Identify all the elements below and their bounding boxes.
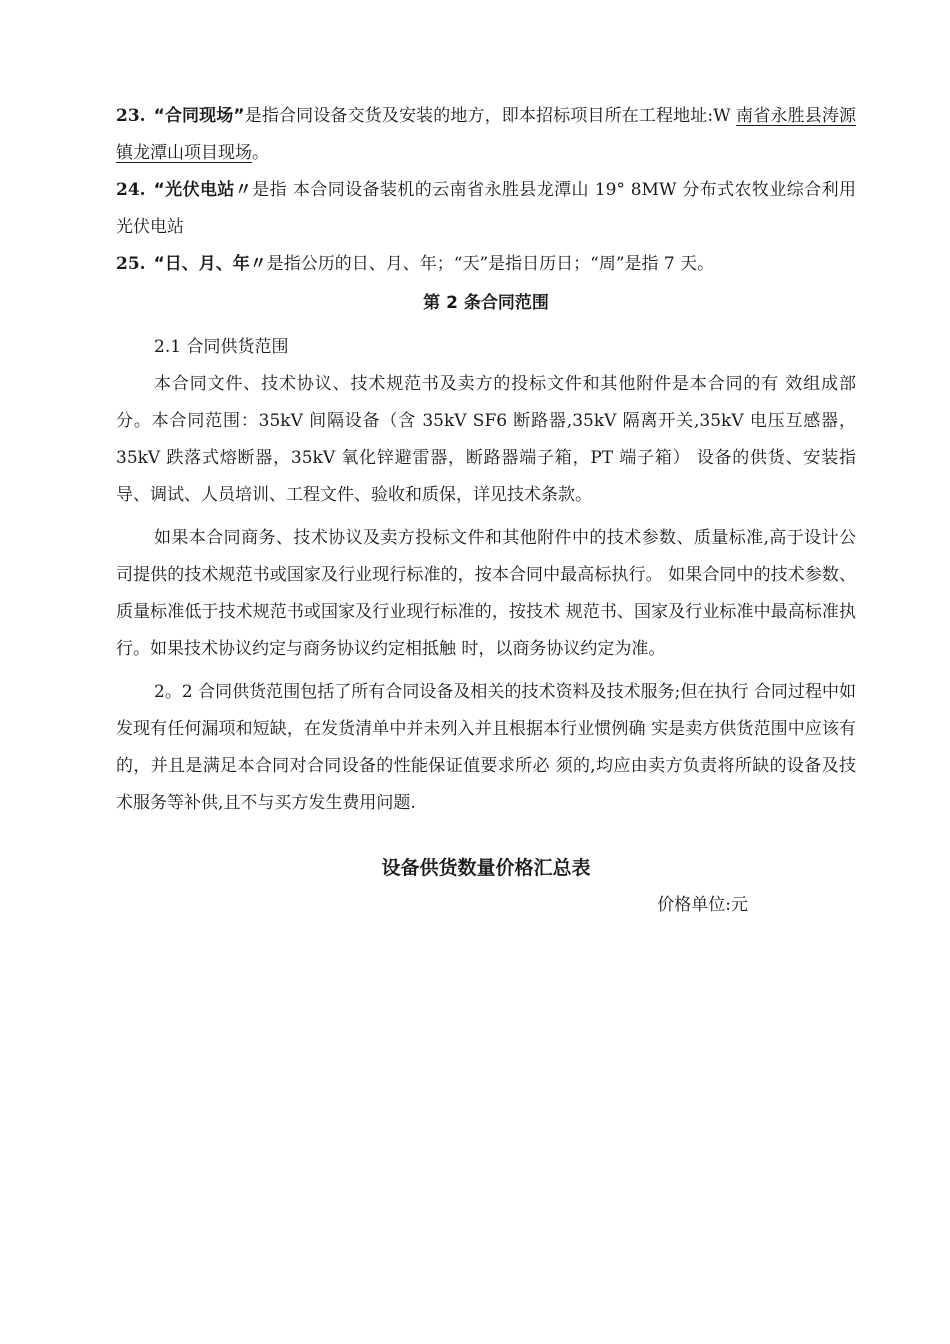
supply-scope-paragraph: 2。2 合同供货范围包括了所有合同设备及相关的技术资料及技术服务;但在执行 合同过程中如发现有任何漏项和短缺，在发货清单中并未列入并且根据本行业惯例确 实是卖方供货范围中应该有的，并且是满足本合同对合同设备的性能保证值要求所必 须的,均应由卖方负责将所缺的设备及技术服务等补供,且不与买方发生费用问题. — [116, 682, 856, 813]
definition-tail: 。 — [252, 143, 269, 163]
sub-heading: 2.1 合同供货范围 — [154, 337, 289, 357]
definition-25 — [116, 246, 856, 283]
definition-term: “日、月、年〃 — [153, 254, 267, 274]
definition-text: 是指公历的日、月、年；“天”是指日历日；“周”是指 7 天。 — [266, 254, 715, 274]
definition-term: “合同现场” — [153, 106, 245, 126]
scope-paragraph: 本合同文件、技术协议、技术规范书及卖方的投标文件和其他附件是本合同的有 效组成部分。本合同范围：35kV 间隔设备（含 35kV SF6 断路器,35kV 隔离开关,35kV 电压互感器，35kV 跌落式熔断器，35kV 氧化锌避雷器，断路器端子箱，PT 端子箱） 设备的供货、安装指导、调试、人员培训、工程文件、验收和质保，详见技术条款。 — [116, 374, 856, 505]
table-title: 设备供货数量价格汇总表 — [381, 857, 591, 879]
definition-23 — [116, 98, 856, 172]
price-unit: 价格单位:元 — [657, 895, 748, 915]
definition-text: 是指 本合同设备装机的云南省永胜县龙潭山 19° 8MW 分布式农牧业综合利用光伏电站 — [116, 180, 856, 237]
site-address: 南省永胜县涛源镇龙潭山项目现场 — [116, 106, 856, 163]
definition-number: 23. — [116, 106, 146, 126]
definition-number: 24. — [116, 180, 146, 200]
definition-text: 是指合同设备交货及安装的地方，即本招标项目所在工程地址:W — [244, 106, 737, 126]
document-page — [116, 98, 856, 922]
section-title: 第 2 条合同范围 — [423, 293, 549, 313]
definition-term: “光伏电站〃 — [153, 180, 253, 200]
definition-24 — [116, 172, 856, 246]
definition-number: 25. — [116, 254, 146, 274]
standards-paragraph: 如果本合同商务、技术协议及卖方投标文件和其他附件中的技术参数、质量标准,高于设计公司提供的技术规范书或国家及行业现行标准的，按本合同中最高标执行。 如果合同中的技术参数、质量标准低于技术规范书或国家及行业现行标准的，按技术 规范书、国家及行业标准中最高标准执行。如果技术协议约定与商务协议约定相抵触 时，以商务协议约定为准。 — [116, 528, 856, 659]
